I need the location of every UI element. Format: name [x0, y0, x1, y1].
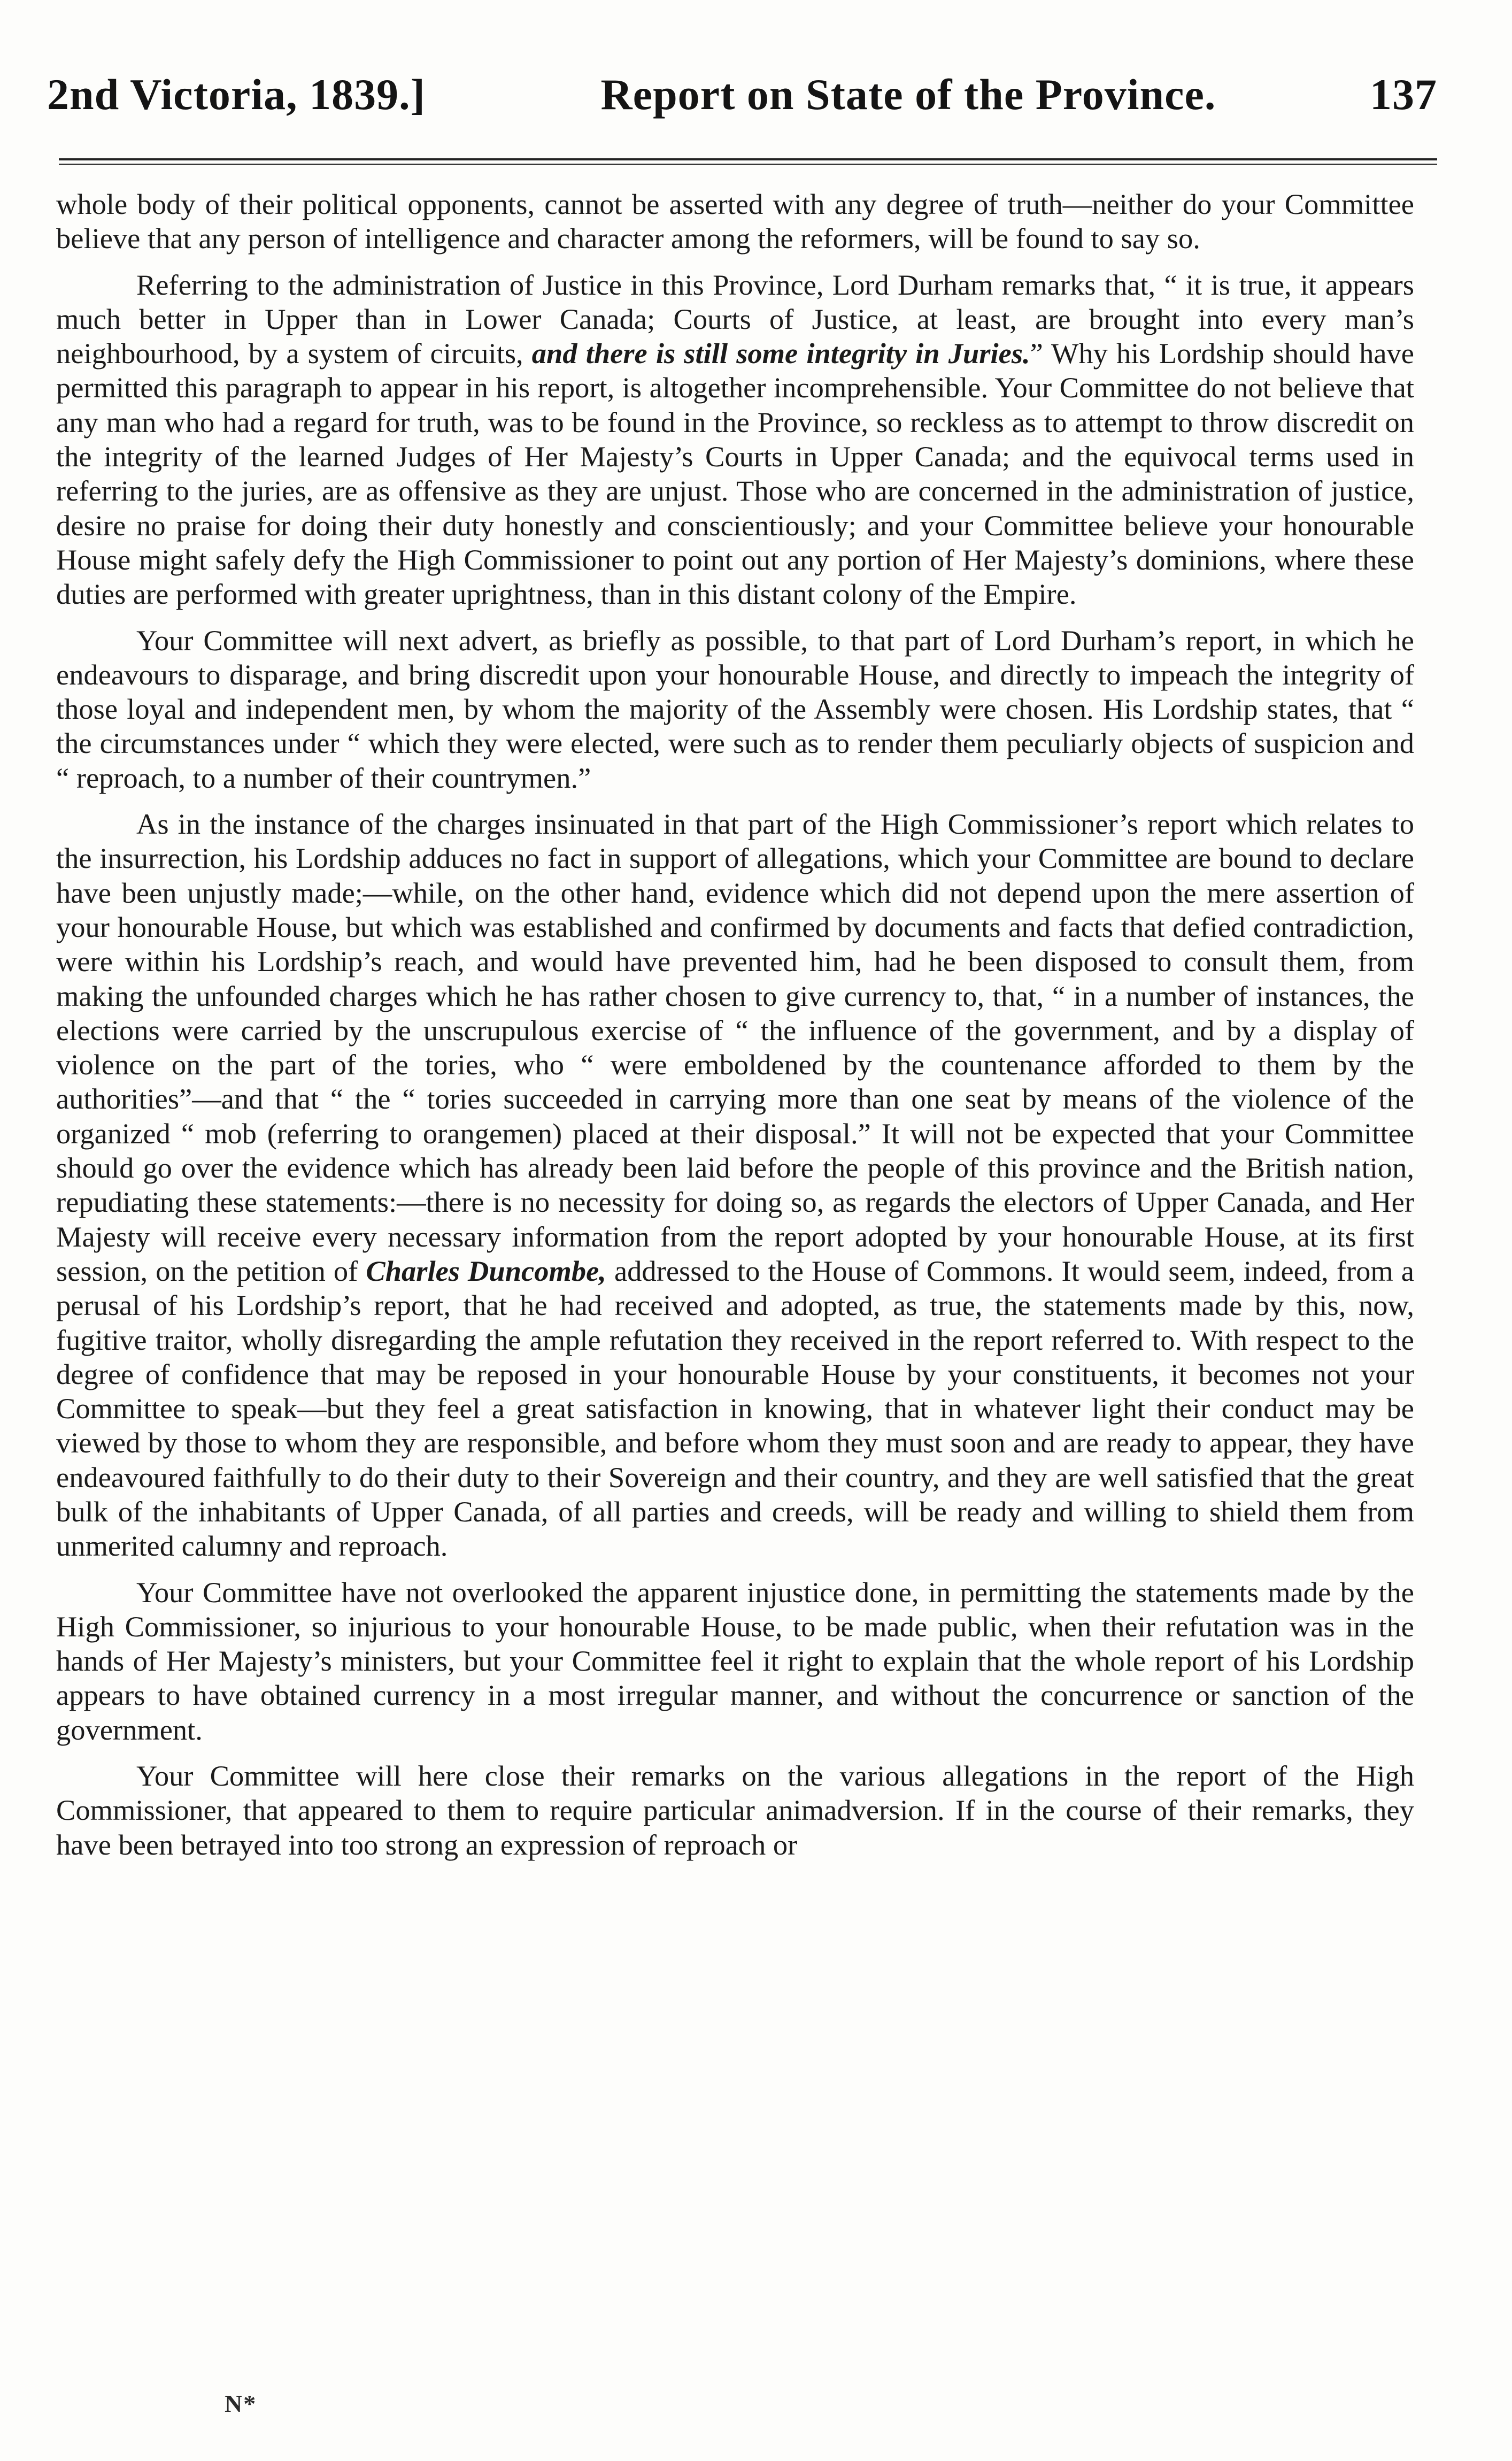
text-run: Your Committee have not overlooked the apparent injustice done, in permitting the statements made by the High Commissioner, so injurious to your honourable House, to be made public, when their refutation was in the hands of Her Majesty’s ministers, but your Committee feel it right to explain that the whole report of his Lordship appears to have obtained currency in a most irregular manner, and without the concurrence or sanction of the government.: [56, 1575, 1414, 1746]
text-run: As in the instance of the charges insinuated in that part of the High Commissioner’s report which relates to the insurrection, his Lordship adduces no fact in support of allegations, which your Committee are bound to declare have been unjustly made;—while, on the other hand, evidence which did not depend upon the mere assertion of your honourable House, but which was established and confirmed by documents and facts that defied contradiction, were within his Lordship’s reach, and would have prevented him, had he been disposed to consult them, from making the unfounded charges which he has rather chosen to give currency to, that, “ in a number of instances, the elections were carried by the unscrupulous exercise of “ the influence of the government, and by a display of violence on the part of the tories, who “ were emboldened by the countenance afforded to them by the authorities”—and that “ the “ tories succeeded in carrying more than one seat by means of the violence of the organized “ mob (referring to orangemen) placed at their disposal.” It will not be expected that your Committee should go over the evidence which has already been laid before the people of this province and the British nation, repudiating these statements:—there is no necessity for doing so, as regards the electors of Upper Canada, and Her Majesty will receive every necessary information from the report adopted by your honourable House, at its first session, on the petition of: [56, 807, 1414, 1287]
running-head: [47, 70, 1437, 134]
body-text: [56, 187, 1414, 1874]
text-run: whole body of their political opponents, cannot be asserted with any degree of truth—neither do your Committee believe that any person of intelligence and character among the reformers, will be found to say so.: [56, 188, 1414, 255]
header-citation: 2nd Victoria, 1839.]: [47, 70, 426, 119]
header-rule: [59, 158, 1437, 160]
text-run: Your Committee will here close their remarks on the various allegations in the report of the High Commissioner, that appeared to them to require particular animadversion. If in the course of their remarks, they have been betrayed into too strong an expression of reproach or: [56, 1759, 1414, 1861]
text-run: addressed to the House of Commons. It would seem, indeed, from a perusal of his Lordship’s report, that he had received and adopted, as true, the statements made by this, now, fugitive traitor, wholly disregarding the ample refutation they received in the report referred to. With respect to the degree of confidence that may be reposed in your honourable House by your constituents, it becomes not your Committee to speak—but they feel a great satisfaction in knowing, that in whatever light their conduct may be viewed by those to whom they are responsible, and before whom they must soon and are ready to appear, they have endeavoured faithfully to do their duty to their Sovereign and their country, and they are well satisfied that the great bulk of the inhabitants of Upper Canada, of all parties and creeds, will be ready and willing to shield them from unmerited calumny and reproach.: [56, 1254, 1414, 1563]
header-title: Report on State of the Province.: [600, 70, 1216, 119]
page-number: 137: [1370, 70, 1437, 119]
paragraph: [56, 807, 1414, 1564]
text-run: ” Why his Lordship should have permitted this paragraph to appear in his report, is altogether incomprehensible. Your Committee do not believe that any man who had a regard for truth, was to be found in the Province, so reckless as to attempt to throw discredit on the integrity of the learned Judges of Her Majesty’s Courts in Upper Canada; and the equivocal terms used in referring to the juries, are as offensive as they are unjust. Those who are concerned in the administration of justice, desire no praise for doing their duty honestly and conscientiously; and your Committee believe your honourable House might safely defy the High Commissioner to point out any portion of Her Majesty’s dominions, where these duties are performed with greater uprightness, than in this distant colony of the Empire.: [56, 337, 1414, 611]
paragraph: [56, 187, 1414, 256]
text-run: Your Committee will next advert, as briefly as possible, to that part of Lord Durham’s report, in which he endeavours to disparage, and bring discredit upon your honourable House, and directly to impeach the integrity of those loyal and independent men, by whom the majority of the Assembly were chosen. His Lordship states, that “ the circumstances under “ which they were elected, were such as to render them peculiarly objects of suspicion and “ reproach, to a number of their countrymen.”: [56, 624, 1414, 794]
text-run: Referring to the administration of Justice in this Province, Lord Durham remarks that, “ it is true, it appears much better in Upper than in Lower Canada; Courts of Justice, at least, are brought into every man’s neighbourhood, by a system of circuits,: [56, 268, 1414, 370]
paragraph: [56, 1759, 1414, 1862]
signature-mark: N*: [225, 2390, 257, 2417]
paragraph: [56, 268, 1414, 612]
header-rule-secondary: [59, 164, 1437, 165]
paragraph: [56, 624, 1414, 795]
italic-text: Charles Duncombe,: [366, 1254, 606, 1287]
italic-text: and there is still some integrity in Juries.: [531, 337, 1030, 370]
paragraph: [56, 1575, 1414, 1747]
